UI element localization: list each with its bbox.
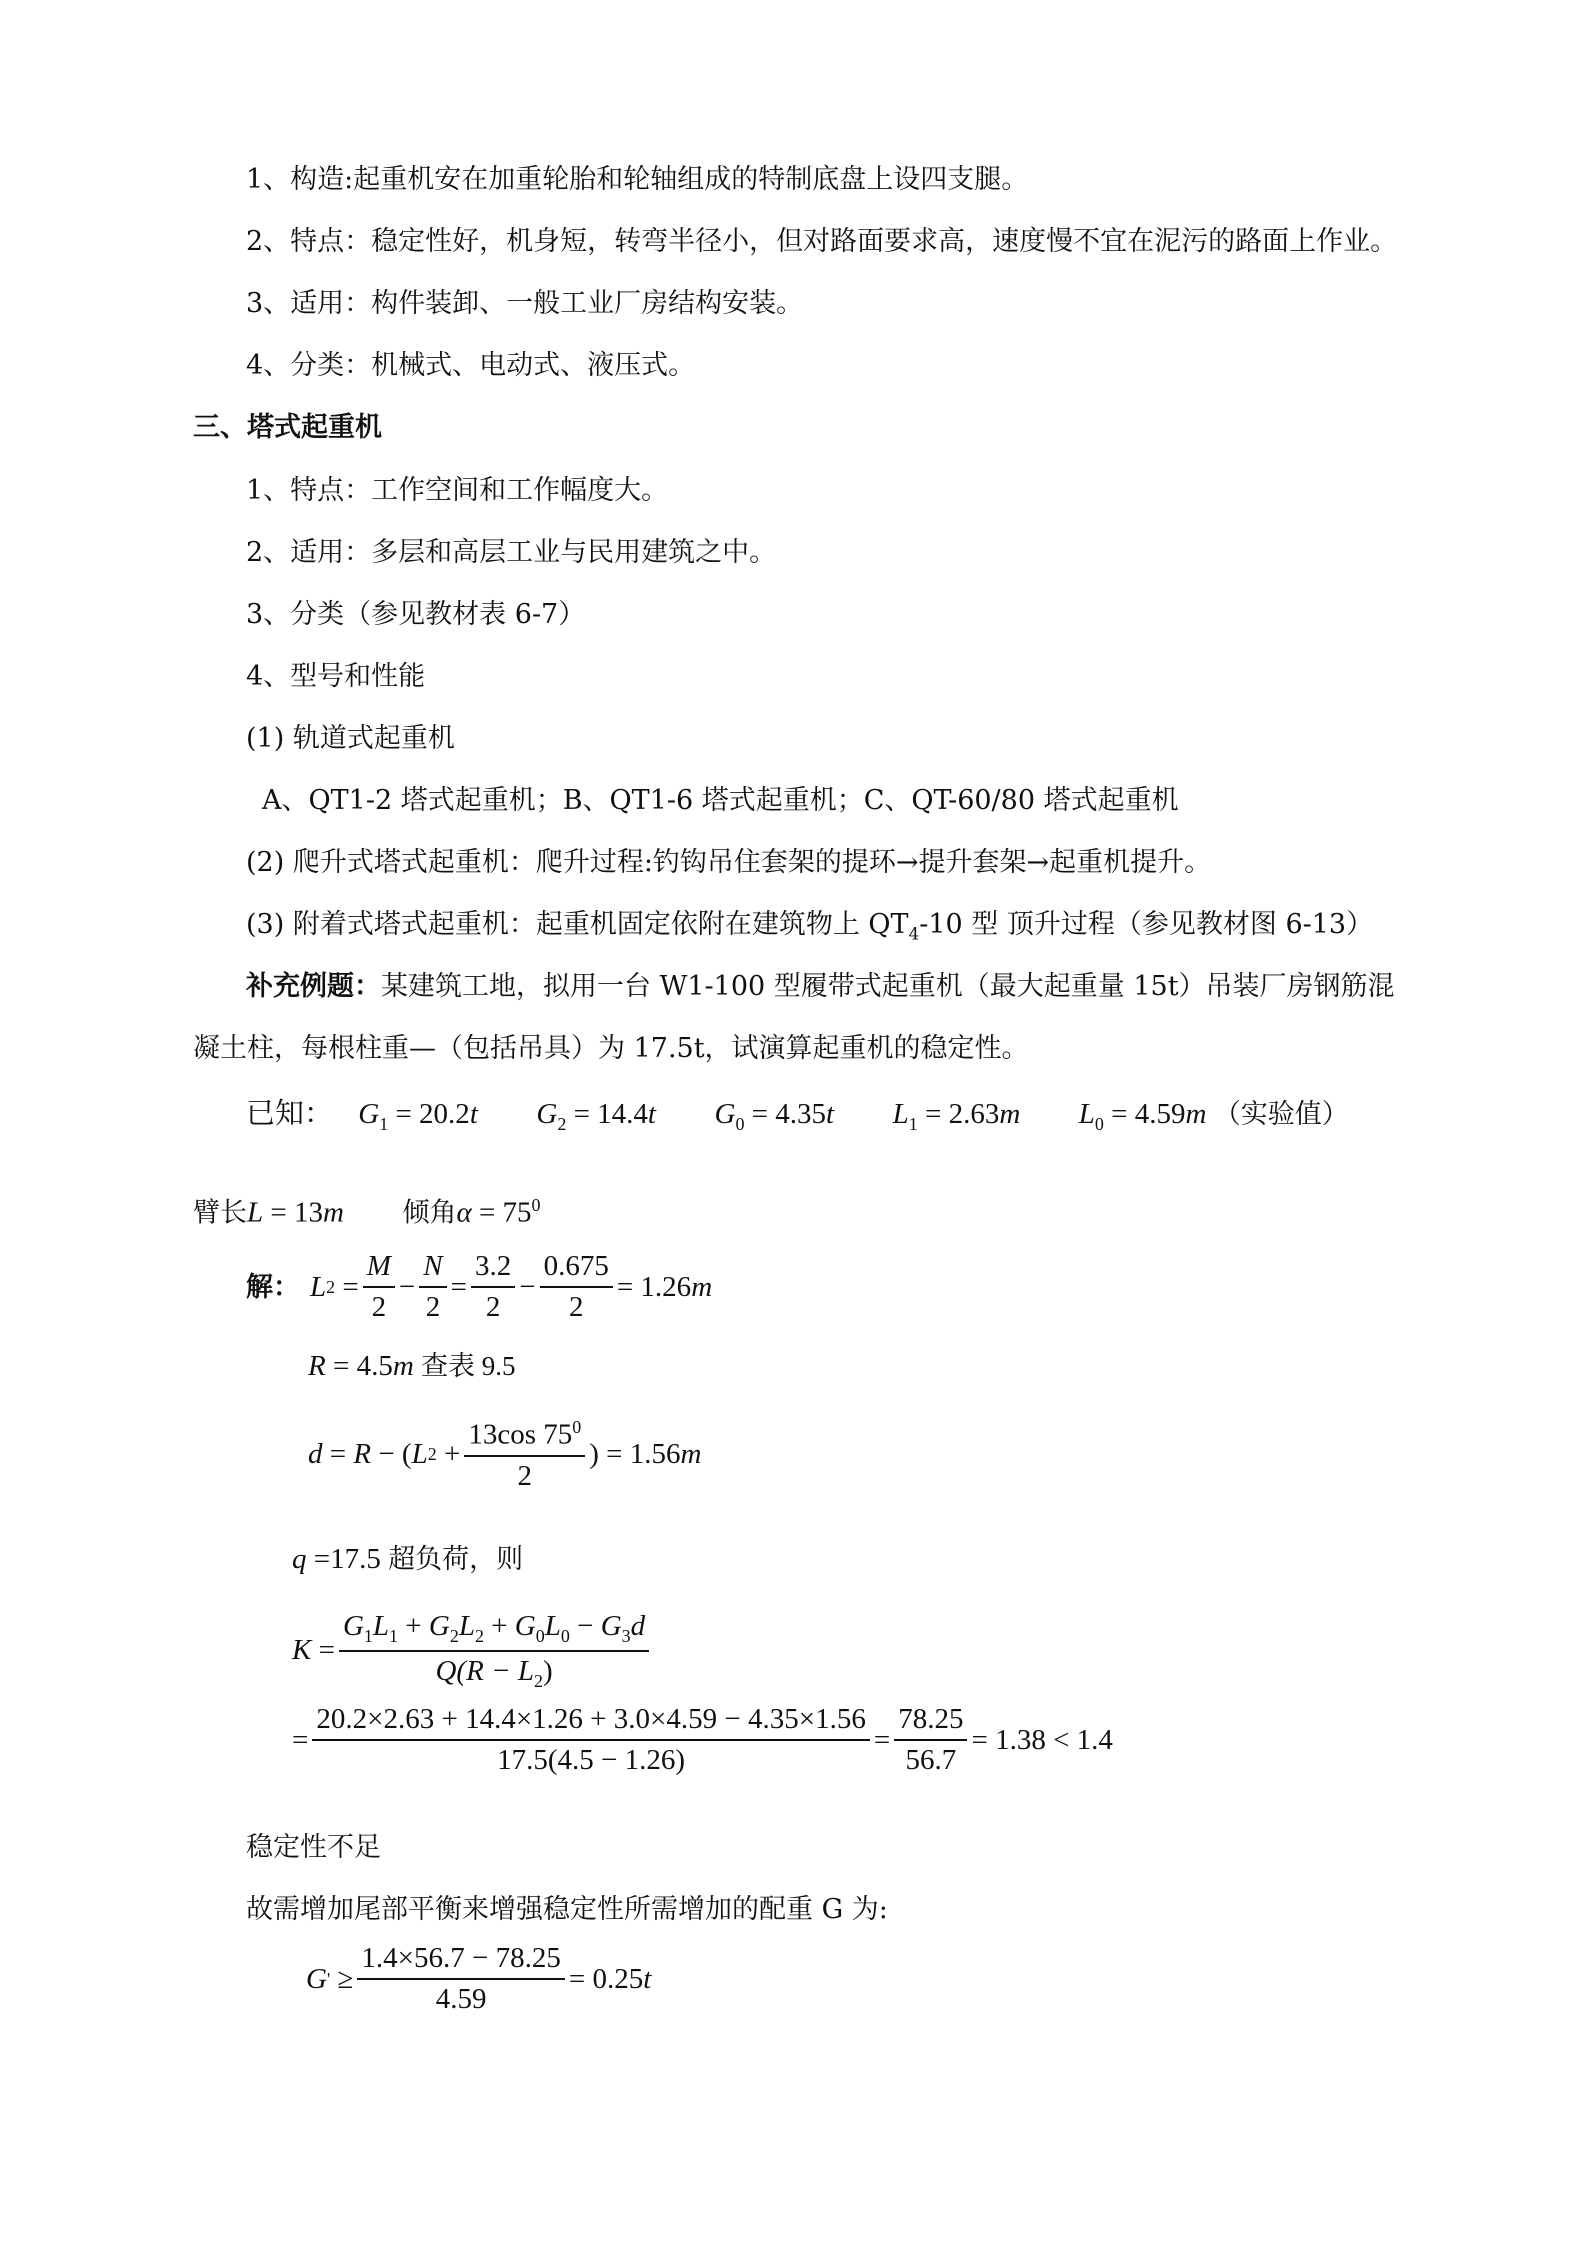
tower-item-classification: 3、分类（参见教材表 6-7） [246,599,586,630]
item-classification: 4、分类：机械式、电动式、液压式。 [246,350,696,381]
known-g0: $G_0 = 4.35t$ [714,1098,835,1134]
known-values: 已知： $G_1 = 20.2t$ $G_2 = 14.4t$ $G_0 = 4.35t$ $L_1 = 2.63m$ $L_0 = 4.59m$ （实验值） [246,1098,1349,1134]
solution-label: 解： [246,1271,300,1302]
example-line-2: 凝土柱，每根柱重—（包括吊具）为 17.5t，试演算起重机的稳定性。 [193,1033,1029,1064]
item-construction: 1、构造:起重机安在加重轮胎和轮轴组成的特制底盘上设四支腿。 [246,164,1029,195]
example-line-1: 补充例题：某建筑工地，拟用一台 W1-100 型履带式起重机（最大起重量 15t）吊装厂房钢筋混 [246,971,1395,1002]
solution-k-numeric: = $\frac{20.2\times 2.63 + 14.4\times 1.26 + 3.0\times 4.59 - 4.35\times 1.56}{17.5(4.5 - 1.26)}$ = $\frac{78.25}{56.7}$ = 1.38 < 1.4 [292,1703,1113,1776]
sub-item-attached: (3) 附着式塔式起重机：起重机固定依附在建筑物上 $QT_4-10$ 型 顶升过程（参见教材图 6-13） [246,909,1374,944]
conclusion: 稳定性不足 [246,1832,381,1863]
tower-item-applicability: 2、适用：多层和高层工业与民用建筑之中。 [246,537,777,568]
known-l0: $L_0 = 4.59m$ [1078,1098,1207,1134]
sub-item-climbing: (2) 爬升式塔式起重机：爬升过程:钓钩吊住套架的提环→提升套架→起重机提升。 [246,847,1212,878]
known-g2: $G_2 = 14.4t$ [536,1098,656,1134]
solution-r: R = 4.5m 查表 9.5 [308,1350,516,1382]
sub-item-rail-models: A、QT1-2 塔式起重机；B、QT1-6 塔式起重机；C、QT-60/80 塔式起重机 [262,785,1179,816]
solution-counterweight: G ' ≥ $\frac{1.4\times 56.7 - 78.25}{4.59}$ = 0.25 t [306,1942,652,2015]
example-label: 补充例题： [246,971,381,1002]
tower-item-models: 4、型号和性能 [246,661,426,692]
sub-item-rail: (1) 轨道式起重机 [246,723,455,754]
item-features: 2、特点：稳定性好，机身短，转弯半径小，但对路面要求高，速度慢不宜在泥污的路面上作业。 [246,226,1398,257]
arm-and-angle: 臂长L = 13m 倾角$\alpha = 75^0$ [193,1195,541,1229]
known-l1: $L_1 = 2.63m$ [892,1098,1021,1134]
counterweight-text: 故需增加尾部平衡来增强稳定性所需增加的配重 G 为: [246,1894,888,1925]
solution-l2: 解： L 2 = $\frac{M}{2}$ − $\frac{N}{2}$ = $\frac{3.2}{2}$ − $\frac{0.675}{2}$ = 1.26 m [246,1250,713,1323]
solution-d: d = R − ( L 2 + $\frac{13\cos 75^0}{2}$ ) = 1.56 m [308,1417,702,1492]
tower-item-features: 1、特点：工作空间和工作幅度大。 [246,475,669,506]
known-g1: $G_1 = 20.2t$ [358,1098,478,1134]
solution-k-formula: K = $\frac{G_1L_1 + G_2L_2 + G_0L_0 - G_3d}{Q(R - L_2)}$ [292,1612,653,1690]
item-applicability: 3、适用：构件装卸、一般工业厂房结构安装。 [246,288,804,319]
solution-q: q =17.5 超负荷，则 [292,1543,524,1575]
section-heading: 三、塔式起重机 [193,412,382,443]
